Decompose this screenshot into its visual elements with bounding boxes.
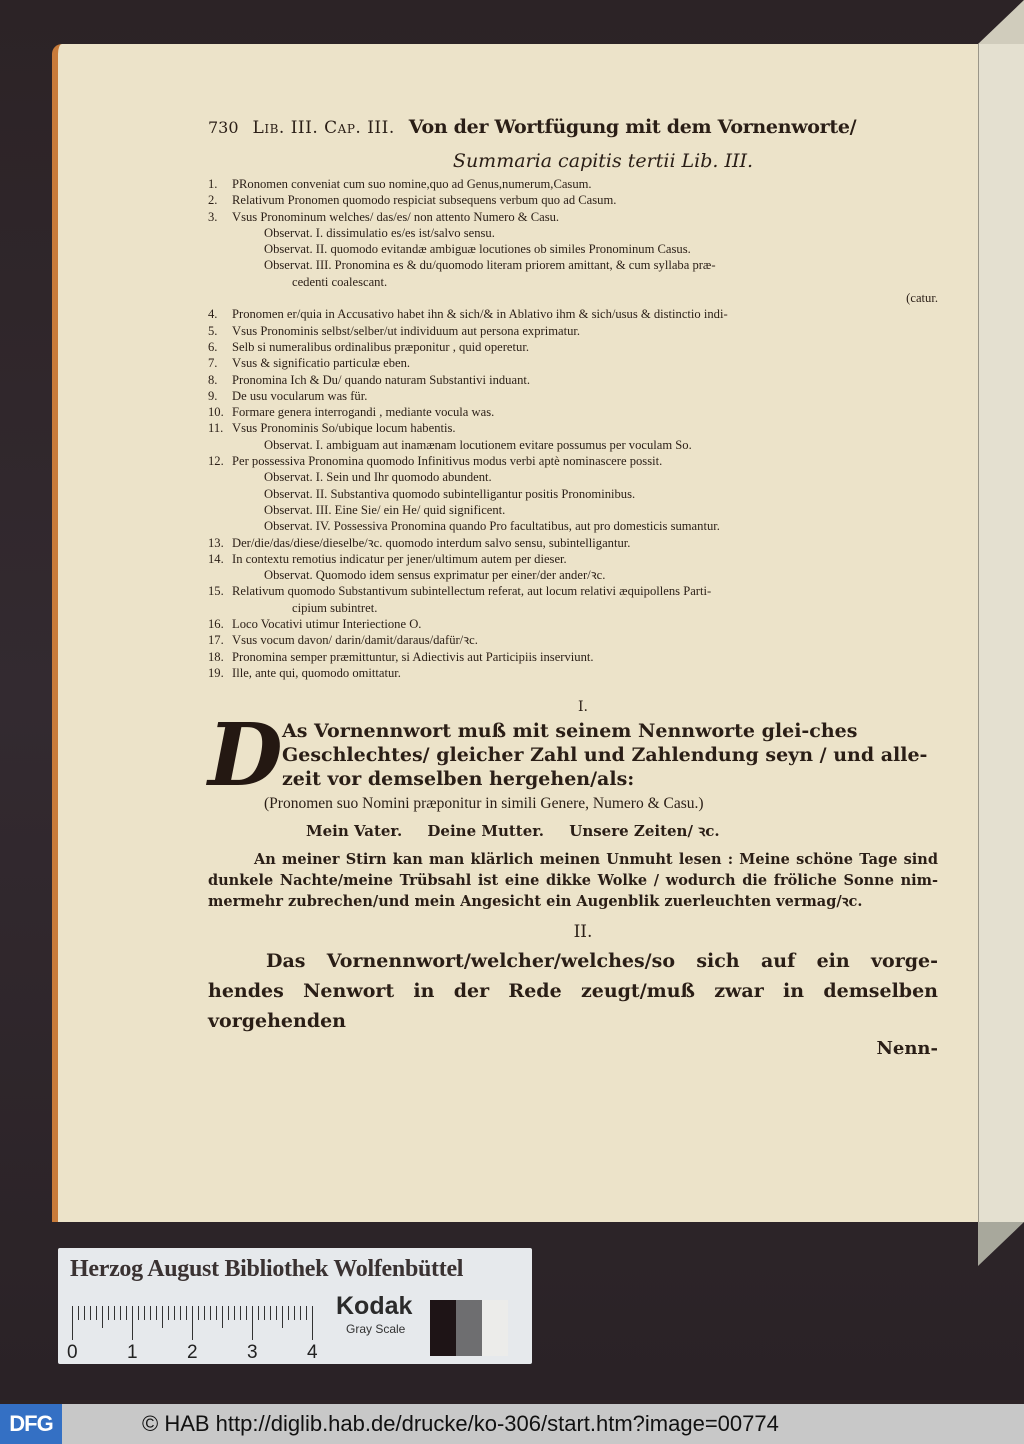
ruler-tick bbox=[78, 1306, 79, 1320]
summary-item-text: Observat. Quomodo idem sensus exprimatur per einer/der ander/ꝛc. bbox=[264, 568, 606, 583]
summary-item bbox=[208, 437, 938, 453]
summary-item-text: Der/die/das/diese/dieselbe/ꝛc. quomodo interdum salvo sensu, subintelligantur. bbox=[232, 535, 631, 550]
ruler-tick bbox=[138, 1306, 139, 1320]
ruler-tick bbox=[240, 1306, 241, 1320]
ruler-tick bbox=[144, 1306, 145, 1320]
summary-item-text: De usu vocularum was für. bbox=[232, 388, 368, 403]
summary-list bbox=[208, 176, 938, 681]
summary-item-text: Relativum quomodo Substantivum subintellectum referat, aut locum relativi æquipollens Parti- bbox=[232, 584, 712, 599]
ruler-tick bbox=[228, 1306, 229, 1320]
copyright-link[interactable]: © HAB http://diglib.hab.de/drucke/ko-306/start.htm?image=00774 bbox=[142, 1411, 779, 1436]
page-content bbox=[208, 116, 938, 1062]
ruler-tick bbox=[120, 1306, 121, 1320]
ruler-tick bbox=[234, 1306, 235, 1320]
ruler-tick bbox=[132, 1306, 133, 1340]
section-numeral-2: II. bbox=[573, 922, 593, 943]
gray-swatch bbox=[456, 1300, 482, 1356]
ruler-number: 4 bbox=[307, 1342, 318, 1363]
summary-item-text: In contextu remotius indicatur per jener/ultimum autem per dieser. bbox=[232, 551, 567, 566]
summary-item bbox=[208, 665, 938, 681]
summary-item-text: Vsus Pronominis So/ubique locum habentis. bbox=[232, 421, 456, 436]
ruler-tick bbox=[216, 1306, 217, 1320]
running-title: Von der Wortfügung mit dem Vornenworte/ bbox=[408, 116, 857, 138]
summary-item-number: 14. bbox=[208, 551, 224, 566]
ruler-tick bbox=[174, 1306, 175, 1320]
ruler-tick bbox=[114, 1306, 115, 1320]
summary-item-number: 5. bbox=[208, 323, 218, 338]
summary-item-text: Observat. II. quomodo evitandæ ambiguæ locutiones ob similes Pronominum Casus. bbox=[264, 242, 691, 257]
summary-item bbox=[208, 323, 938, 339]
summary-item bbox=[208, 241, 938, 257]
summary-item bbox=[208, 453, 938, 469]
ruler-tick bbox=[252, 1306, 253, 1340]
summary-item-number: 4. bbox=[208, 307, 218, 322]
gray-swatch bbox=[430, 1300, 456, 1356]
summary-item bbox=[208, 600, 938, 616]
summary-item bbox=[208, 306, 938, 322]
section-2-text: Das Vornennwort/welcher/welches/so sich auf ein vorge-hendes Nenwort in der Rede zeugt/muß zwar in demselben vorgehenden bbox=[208, 950, 938, 1033]
latin-gloss: (Pronomen suo Nomini præponitur in simili Genere, Numero & Casu.) bbox=[264, 795, 704, 813]
summary-item-text: (catur. bbox=[906, 291, 938, 306]
summary-item-number: 12. bbox=[208, 454, 224, 469]
summary-item-text: Observat. III. Eine Sie/ ein He/ quid significent. bbox=[264, 502, 506, 517]
ruler-tick bbox=[294, 1306, 295, 1320]
summary-item bbox=[208, 502, 938, 518]
summary-item-number: 15. bbox=[208, 584, 224, 599]
ruler-number: 1 bbox=[127, 1342, 138, 1363]
summary-item bbox=[208, 551, 938, 567]
summary-item bbox=[208, 567, 938, 583]
ruler-tick bbox=[150, 1306, 151, 1320]
dfg-logo: DFG bbox=[0, 1404, 62, 1444]
ruler-tick bbox=[288, 1306, 289, 1320]
facing-page-corner bbox=[978, 0, 1024, 44]
ruler-tick bbox=[198, 1306, 199, 1320]
summary-item-text: Pronomina semper præmittuntur, si Adiectivis aut Participiis inserviunt. bbox=[232, 649, 594, 664]
summary-item-text: Per possessiva Pronomina quomodo Infinitivus modus verbi aptè nominascere possit. bbox=[232, 454, 663, 469]
summary-item bbox=[208, 583, 938, 599]
summary-item-number: 13. bbox=[208, 535, 224, 550]
example: Unsere Zeiten/ ꝛc. bbox=[569, 822, 720, 841]
ruler-tick bbox=[270, 1306, 271, 1320]
summary-item bbox=[208, 274, 938, 290]
ruler-tick bbox=[72, 1306, 73, 1340]
summary-item bbox=[208, 535, 938, 551]
library-scale-card bbox=[58, 1248, 532, 1364]
ruler-tick bbox=[210, 1306, 211, 1320]
summary-item-text: cipium subintret. bbox=[292, 600, 378, 615]
gray-scale-swatches bbox=[430, 1300, 508, 1356]
ruler-tick bbox=[306, 1306, 307, 1320]
summary-item-text: Loco Vocativi utimur Interiectione O. bbox=[232, 617, 422, 632]
example: Deine Mutter. bbox=[427, 822, 545, 841]
summary-item-number: 19. bbox=[208, 665, 224, 680]
examples-line bbox=[208, 821, 938, 841]
summary-item-text: Ille, ante qui, quomodo omittatur. bbox=[232, 665, 401, 680]
ruler-tick bbox=[246, 1306, 247, 1320]
ruler-number: 3 bbox=[247, 1342, 258, 1363]
ruler-number: 2 bbox=[187, 1342, 198, 1363]
summary-item bbox=[208, 339, 938, 355]
book-chapter-ref: Lib. III. Cap. III. bbox=[252, 118, 395, 138]
summary-item bbox=[208, 290, 938, 306]
summary-item-text: Vsus & significatio particulæ eben. bbox=[232, 356, 411, 371]
summary-item bbox=[208, 176, 938, 192]
summary-item-text: Pronomina Ich & Du/ quando naturam Substantivi induant. bbox=[232, 372, 531, 387]
ruler-tick bbox=[162, 1306, 163, 1328]
summary-item-number: 6. bbox=[208, 339, 218, 354]
summary-item bbox=[208, 469, 938, 485]
ruler-tick bbox=[156, 1306, 157, 1320]
summary-item bbox=[208, 632, 938, 648]
ruler-tick bbox=[180, 1306, 181, 1320]
ruler-tick bbox=[300, 1306, 301, 1320]
ruler-tick bbox=[264, 1306, 265, 1320]
summary-item bbox=[208, 518, 938, 534]
summary-item-number: 16. bbox=[208, 617, 224, 632]
summaria-title: Summaria capitis tertii Lib. III. bbox=[452, 150, 754, 172]
ruler-tick bbox=[96, 1306, 97, 1320]
ruler-tick bbox=[258, 1306, 259, 1320]
summary-item-text: Pronomen er/quia in Accusativo habet ihn & sich/& in Ablativo ihm & sich/usus & distinctio indi- bbox=[232, 307, 728, 322]
summary-item-text: Observat. II. Substantiva quomodo subintelligantur positis Pronominibus. bbox=[264, 486, 636, 501]
summary-item-text: Observat. I. Sein und Ihr quomodo abundent. bbox=[264, 470, 492, 485]
ruler-tick bbox=[186, 1306, 187, 1320]
example-quote: An meiner Stirn kan man klärlich meinen Unmuht lesen : Meine schöne Tage sind dunkele Nachte/meine Trübsahl ist eine dikke Wolke / wodurch die fröliche Sonne nim-mermehr zubrechen/und mein Angesicht ein Augenblik zuerleuchten vermag/ꝛc. bbox=[208, 851, 938, 911]
facing-page-edge bbox=[978, 44, 1024, 1222]
summary-item bbox=[208, 225, 938, 241]
book-page bbox=[52, 44, 978, 1222]
section-1-text: As Vornennwort muß mit seinem Nennworte glei-ches Geschlechtes/ gleicher Zahl und Zahlendung seyn / und alle-zeit vor demselben hergehen/als: bbox=[282, 720, 928, 791]
running-head bbox=[208, 116, 938, 146]
summary-item-number: 18. bbox=[208, 649, 224, 664]
catchword: Nenn- bbox=[876, 1038, 938, 1060]
section-numeral-1: I. bbox=[578, 699, 588, 716]
kodak-logo: Kodak bbox=[336, 1292, 413, 1320]
summary-item-text: Formare genera interrogandi , mediante vocula was. bbox=[232, 405, 495, 420]
summary-item bbox=[208, 209, 938, 225]
summary-item-number: 9. bbox=[208, 388, 218, 403]
summary-item-text: PRonomen conveniat cum suo nomine,quo ad Genus,numerum,Casum. bbox=[232, 177, 592, 191]
cm-ruler bbox=[67, 1306, 318, 1363]
footer-bar bbox=[0, 1404, 1024, 1444]
ruler-tick bbox=[108, 1306, 109, 1320]
summary-item-text: Selb si numeralibus ordinalibus præponitur , quid operetur. bbox=[232, 339, 529, 354]
ruler-number: 0 bbox=[67, 1342, 78, 1363]
ruler-tick bbox=[312, 1306, 313, 1340]
summary-item-number: 7. bbox=[208, 356, 218, 371]
page-number: 730 bbox=[208, 118, 239, 137]
summary-item-text: Vsus vocum davon/ darin/damit/daraus/dafür/ꝛc. bbox=[232, 633, 478, 648]
summary-item-number: 3. bbox=[208, 209, 218, 224]
summary-item bbox=[208, 388, 938, 404]
summary-item bbox=[208, 486, 938, 502]
summary-item-number: 1. bbox=[208, 177, 218, 191]
summary-item bbox=[208, 616, 938, 632]
library-name: Herzog August Bibliothek Wolfenbüttel bbox=[70, 1256, 464, 1282]
drop-cap: D bbox=[208, 705, 283, 807]
ruler-tick bbox=[84, 1306, 85, 1320]
ruler-tick bbox=[102, 1306, 103, 1328]
ruler-tick bbox=[204, 1306, 205, 1320]
summary-item-text: Relativum Pronomen quomodo respiciat subsequens verbum quo ad Casum. bbox=[232, 193, 617, 208]
summary-item-text: Observat. I. dissimulatio es/es ist/salvo sensu. bbox=[264, 225, 495, 240]
ruler-tick bbox=[90, 1306, 91, 1320]
ruler-tick bbox=[282, 1306, 283, 1328]
example: Mein Vater. bbox=[306, 822, 403, 841]
summary-item-text: Vsus Pronominum welches/ das/es/ non attento Numero & Casu. bbox=[232, 209, 560, 224]
gray-scale-label: Gray Scale bbox=[346, 1322, 406, 1336]
ruler-tick bbox=[126, 1306, 127, 1320]
summary-item bbox=[208, 420, 938, 436]
gray-swatch bbox=[482, 1300, 508, 1356]
summary-item-number: 10. bbox=[208, 405, 224, 420]
facing-page-corner-bottom bbox=[978, 1222, 1024, 1266]
summary-item-text: Observat. III. Pronomina es & du/quomodo literam priorem amittant, & cum syllaba præ- bbox=[264, 258, 716, 273]
summary-item-number: 2. bbox=[208, 193, 218, 208]
summary-item-text: Observat. I. ambiguam aut inamænam locutionem evitare possumus per voculam So. bbox=[264, 437, 692, 452]
summary-item-text: Vsus Pronominis selbst/selber/ut individuum aut persona exprimatur. bbox=[232, 323, 581, 338]
summary-item-number: 11. bbox=[208, 421, 224, 436]
ruler-tick bbox=[276, 1306, 277, 1320]
summary-item-number: 17. bbox=[208, 633, 224, 648]
summary-item bbox=[208, 257, 938, 273]
ruler-tick bbox=[168, 1306, 169, 1320]
summary-item bbox=[208, 372, 938, 388]
ruler-tick bbox=[192, 1306, 193, 1340]
summary-item-text: Observat. IV. Possessiva Pronomina quando Pro facultatibus, aut pro domesticis sumantur. bbox=[264, 519, 720, 534]
summary-item bbox=[208, 649, 938, 665]
summary-item bbox=[208, 355, 938, 371]
summary-item-number: 8. bbox=[208, 372, 218, 387]
summary-item bbox=[208, 192, 938, 208]
section-2 bbox=[208, 922, 938, 1062]
ruler-tick bbox=[222, 1306, 223, 1328]
summary-item-text: cedenti coalescant. bbox=[292, 274, 388, 289]
summary-item bbox=[208, 404, 938, 420]
